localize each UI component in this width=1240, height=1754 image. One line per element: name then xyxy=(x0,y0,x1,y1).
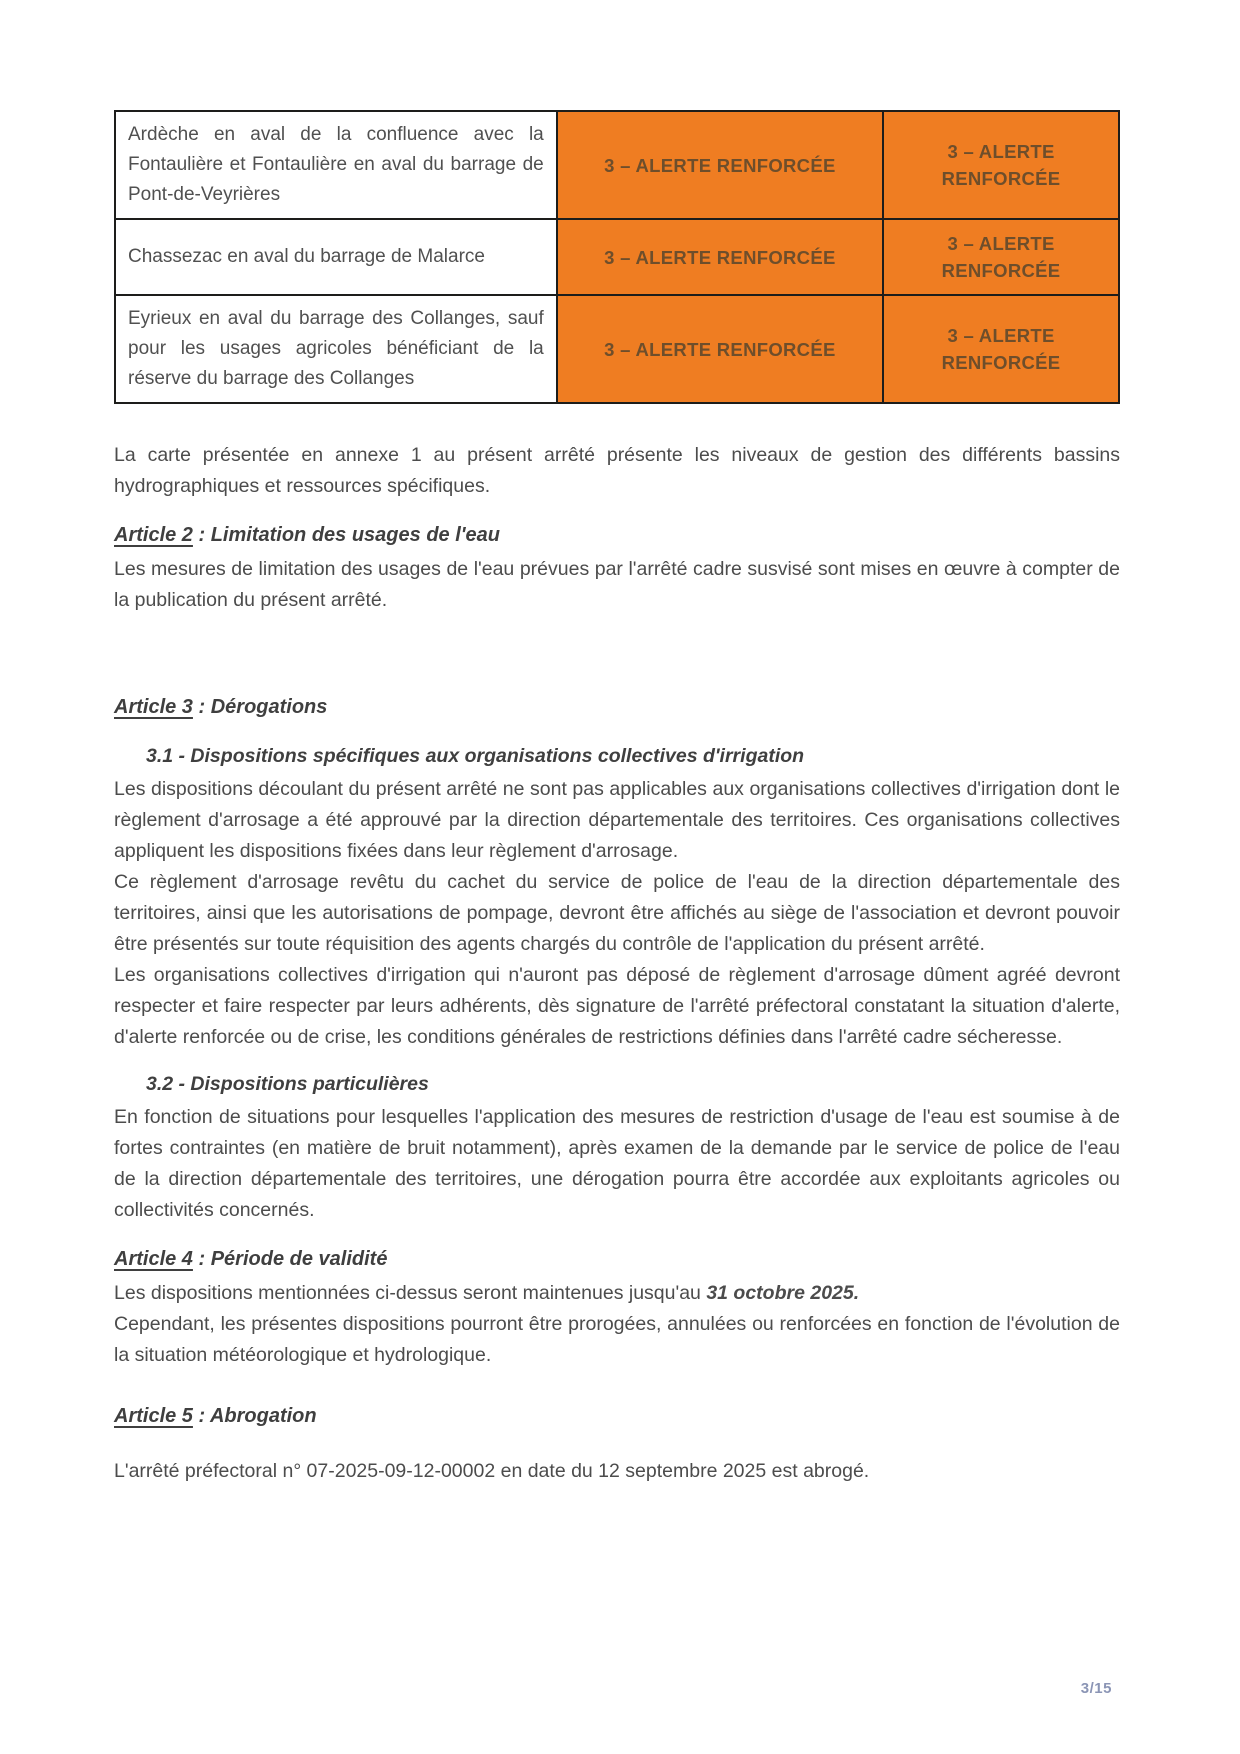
section-3-2-heading: 3.2 - Dispositions particulières xyxy=(146,1073,429,1095)
alert-level-cell: 3 – ALERTE RENFORCÉE xyxy=(557,219,883,295)
article-5-label: Article 5 xyxy=(114,1405,193,1427)
article-4-line-2: Cependant, les présentes dispositions pourront être prorogées, annulées ou renforcées en fonction de l'évolution de la situation météorologique et hydrologique. xyxy=(114,1313,1120,1366)
zone-cell: Chassezac en aval du barrage de Malarce xyxy=(115,219,557,295)
article-2-body: Les mesures de limitation des usages de l'eau prévues par l'arrêté cadre susvisé sont mises en œuvre à compter de la publication du présent arrêté. xyxy=(114,558,1120,611)
article-3-title: Dérogations xyxy=(210,696,328,718)
article-4-label: Article 4 xyxy=(114,1248,193,1270)
article-5-heading xyxy=(114,1405,1120,1428)
article-3-label: Article 3 xyxy=(114,696,193,718)
article-4-separator: : xyxy=(192,1248,211,1270)
article-4-deadline-date: 31 octobre 2025. xyxy=(706,1282,860,1304)
article-5-body: L'arrêté préfectoral n° 07-2025-09-12-00002 en date du 12 septembre 2025 est abrogé. xyxy=(114,1460,870,1482)
page-number: 3/15 xyxy=(1080,1680,1112,1697)
article-3-heading xyxy=(114,696,1120,719)
section-3-2-paragraph: En fonction de situations pour lesquelles l'application des mesures de restriction d'usage de l'eau est soumise à de fortes contraintes (en matière de bruit notamment), après examen de la demande par le service de police de l'eau de la direction départementale des territoires, une dérogation pourra être accordée aux exploitants agricoles ou collectivités concernés. xyxy=(114,1106,1120,1221)
article-2-heading xyxy=(114,524,1120,547)
article-3-separator: : xyxy=(192,696,211,718)
article-4-line-1-text: Les dispositions mentionnées ci-dessus seront maintenues jusqu'au xyxy=(114,1282,707,1304)
alert-level-cell: 3 – ALERTE RENFORCÉE xyxy=(883,219,1119,295)
table-row xyxy=(115,295,1119,403)
article-2-separator: : xyxy=(192,524,211,546)
alert-levels-table xyxy=(114,110,1120,404)
article-4-heading xyxy=(114,1248,1120,1271)
alert-level-cell: 3 – ALERTE RENFORCÉE xyxy=(883,111,1119,219)
intro-paragraph: La carte présentée en annexe 1 au présent arrêté présente les niveaux de gestion des différents bassins hydrographiques et ressources spécifiques. xyxy=(114,444,1120,497)
section-3-1-paragraph: Ce règlement d'arrosage revêtu du cachet du service de police de l'eau de la direction départementale des territoires, ainsi que les autorisations de pompage, devront être affichés au siège de l'association et devront pouvoir être présentés sur toute réquisition des agents chargés du contrôle de l'application du présent arrêté. xyxy=(114,871,1120,955)
article-2-label: Article 2 xyxy=(114,524,193,546)
table-row xyxy=(115,111,1119,219)
zone-cell: Eyrieux en aval du barrage des Collanges, sauf pour les usages agricoles bénéficiant de la réserve du barrage des Collanges xyxy=(115,295,557,403)
article-4-title: Période de validité xyxy=(210,1248,388,1270)
article-5-separator: : xyxy=(192,1405,210,1427)
section-3-1-paragraph: Les dispositions découlant du présent arrêté ne sont pas applicables aux organisations collectives d'irrigation dont le règlement d'arrosage a été approuvé par la direction départementale des territoires. Ces organisations collectives appliquent les dispositions fixées dans leur règlement d'arrosage. xyxy=(114,778,1120,862)
article-5-title: Abrogation xyxy=(209,1405,317,1427)
zone-cell: Ardèche en aval de la confluence avec la Fontaulière et Fontaulière en aval du barrage de Pont-de-Veyrières xyxy=(115,111,557,219)
alert-level-cell: 3 – ALERTE RENFORCÉE xyxy=(557,111,883,219)
alert-level-cell: 3 – ALERTE RENFORCÉE xyxy=(557,295,883,403)
table-row xyxy=(115,219,1119,295)
article-4-line-1 xyxy=(114,1278,1120,1309)
section-3-1-heading: 3.1 - Dispositions spécifiques aux organisations collectives d'irrigation xyxy=(146,745,805,767)
article-4-body xyxy=(114,1278,1120,1371)
article-2-title: Limitation des usages de l'eau xyxy=(210,524,500,546)
section-3-2-body xyxy=(114,1102,1120,1226)
section-3-1-paragraph: Les organisations collectives d'irrigation qui n'auront pas déposé de règlement d'arrosage dûment agréé devront respecter et faire respecter par leurs adhérents, dès signature de l'arrêté préfectoral constatant la situation d'alerte, d'alerte renforcée ou de crise, les conditions générales de restrictions définies dans l'arrêté cadre sécheresse. xyxy=(114,964,1120,1048)
section-3-1-body xyxy=(114,774,1120,1053)
alert-level-cell: 3 – ALERTE RENFORCÉE xyxy=(883,295,1119,403)
